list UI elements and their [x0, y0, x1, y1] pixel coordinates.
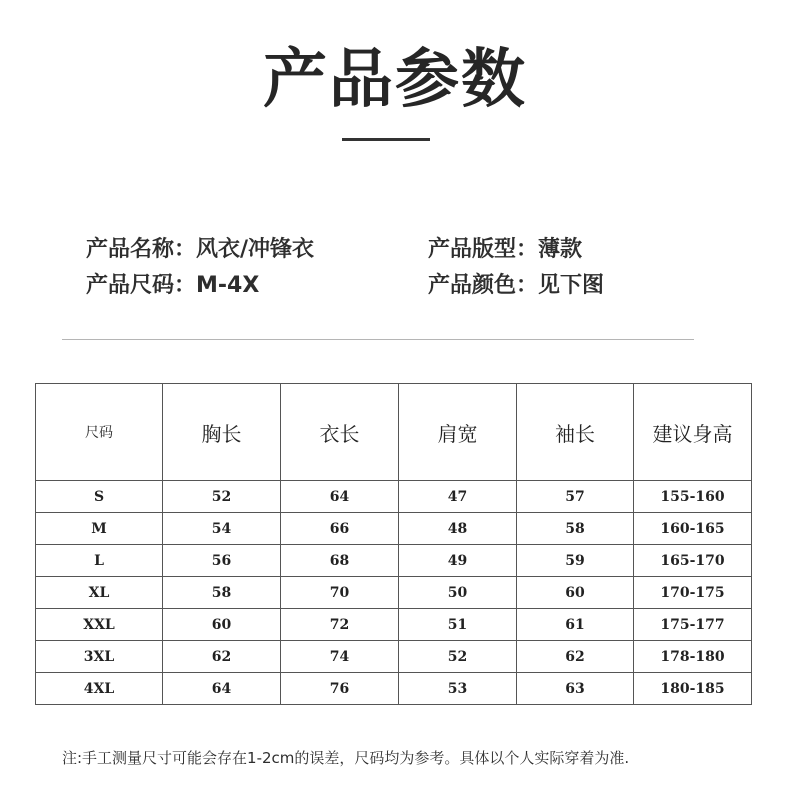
- page-title: 产品参数: [263, 43, 527, 117]
- section-divider: [62, 339, 694, 340]
- cell-size: XL: [36, 577, 163, 609]
- table-row: [36, 545, 752, 577]
- header-sleeve: 袖长: [517, 384, 634, 481]
- cell-size: 4XL: [36, 673, 163, 705]
- cell-chest: 56: [163, 545, 281, 577]
- cell-chest: 58: [163, 577, 281, 609]
- table-row: [36, 513, 752, 545]
- cell-size: 3XL: [36, 641, 163, 673]
- product-name-label: 产品名称：: [86, 237, 197, 262]
- cell-chest: 62: [163, 641, 281, 673]
- cell-shoulder: 48: [399, 513, 517, 545]
- cell-shoulder: 53: [399, 673, 517, 705]
- product-fit-row: [428, 235, 582, 265]
- product-size-value: M-4X: [196, 273, 260, 298]
- cell-length: 64: [281, 481, 399, 513]
- product-size-row: [86, 271, 259, 301]
- measurement-note: 注:手工测量尺寸可能会存在1-2cm的误差，尺码均为参考。具体以个人实际穿着为准.: [62, 749, 630, 767]
- cell-shoulder: 47: [399, 481, 517, 513]
- product-size-label: 产品尺码：: [86, 273, 197, 298]
- cell-chest: 64: [163, 673, 281, 705]
- cell-length: 72: [281, 609, 399, 641]
- cell-sleeve: 63: [517, 673, 634, 705]
- header-shoulder: 肩宽: [399, 384, 517, 481]
- cell-height: 165-170: [634, 545, 752, 577]
- cell-length: 70: [281, 577, 399, 609]
- product-fit-label: 产品版型：: [428, 237, 539, 262]
- table-row: [36, 673, 752, 705]
- cell-length: 76: [281, 673, 399, 705]
- product-name-value: 风衣/冲锋衣: [196, 237, 315, 262]
- cell-length: 66: [281, 513, 399, 545]
- cell-shoulder: 52: [399, 641, 517, 673]
- product-color-label: 产品颜色：: [428, 273, 539, 298]
- cell-size: M: [36, 513, 163, 545]
- cell-chest: 60: [163, 609, 281, 641]
- cell-shoulder: 49: [399, 545, 517, 577]
- cell-size: L: [36, 545, 163, 577]
- table-row: [36, 641, 752, 673]
- cell-shoulder: 50: [399, 577, 517, 609]
- cell-sleeve: 59: [517, 545, 634, 577]
- cell-height: 178-180: [634, 641, 752, 673]
- header-size: 尺码: [36, 384, 163, 481]
- cell-sleeve: 57: [517, 481, 634, 513]
- cell-sleeve: 62: [517, 641, 634, 673]
- cell-shoulder: 51: [399, 609, 517, 641]
- cell-length: 68: [281, 545, 399, 577]
- product-name-row: [86, 235, 314, 265]
- title-underline: [342, 138, 430, 141]
- cell-sleeve: 61: [517, 609, 634, 641]
- cell-height: 160-165: [634, 513, 752, 545]
- cell-length: 74: [281, 641, 399, 673]
- header-chest: 胸长: [163, 384, 281, 481]
- cell-chest: 52: [163, 481, 281, 513]
- cell-sleeve: 58: [517, 513, 634, 545]
- size-chart-table: [35, 383, 752, 705]
- cell-chest: 54: [163, 513, 281, 545]
- table-row: [36, 481, 752, 513]
- table-header-row: [36, 384, 752, 481]
- cell-size: XXL: [36, 609, 163, 641]
- table-row: [36, 609, 752, 641]
- cell-sleeve: 60: [517, 577, 634, 609]
- table-row: [36, 577, 752, 609]
- product-color-value: 见下图: [538, 273, 605, 298]
- header-height: 建议身高: [634, 384, 752, 481]
- cell-size: S: [36, 481, 163, 513]
- cell-height: 175-177: [634, 609, 752, 641]
- header-length: 衣长: [281, 384, 399, 481]
- product-color-row: [428, 271, 604, 301]
- product-fit-value: 薄款: [538, 237, 583, 262]
- cell-height: 170-175: [634, 577, 752, 609]
- cell-height: 180-185: [634, 673, 752, 705]
- cell-height: 155-160: [634, 481, 752, 513]
